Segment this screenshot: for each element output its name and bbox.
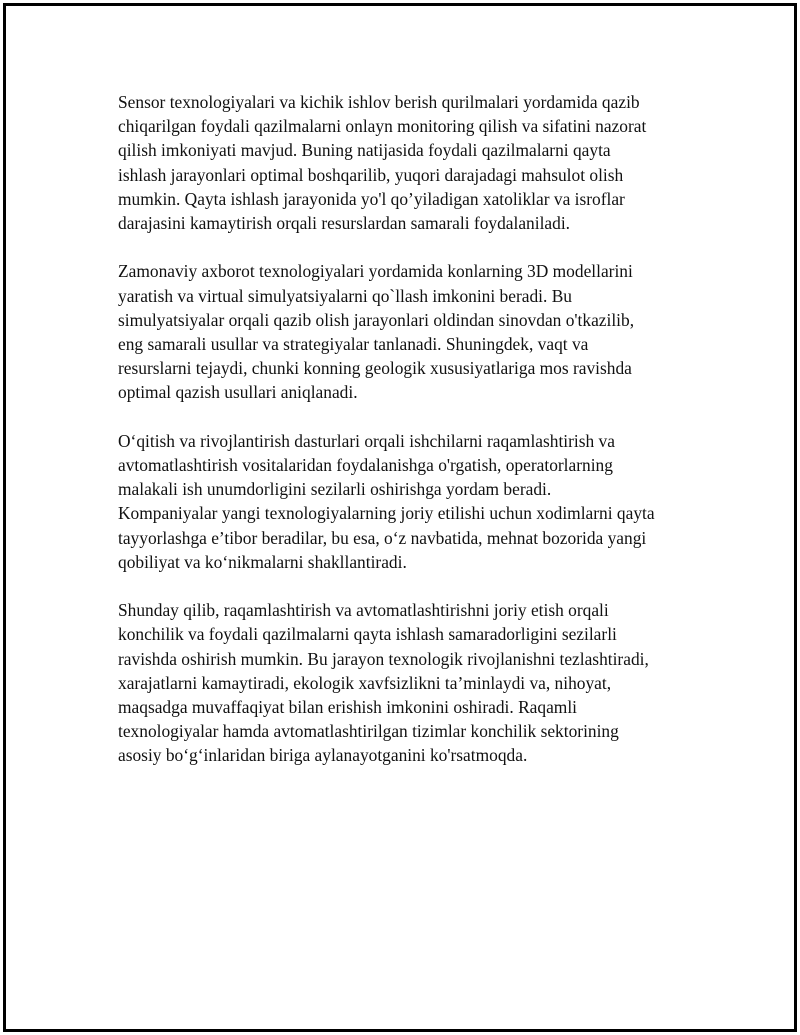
document-body: [118, 90, 698, 792]
paragraph-1: Sensor texnologiyalari va kichik ishlov berish qurilmalari yordamida qazib chiqarilgan foydali qazilmalarni onlayn monitoring qilish va sifatini nazorat qilish imkoniyati mavjud. Buning natijasida foydali qazilmalarni qayta ishlash jarayonlari optimal boshqarilib, yuqori darajadagi mahsulot olish mumkin. Qayta ishlash jarayonida yo'l qo’yiladigan xatoliklar va isroflar darajasini kamaytirish orqali resurslardan samarali foydalaniladi.: [118, 92, 647, 234]
paragraph-3: O‘qitish va rivojlantirish dasturlari orqali ishchilarni raqamlashtirish va avtomatlashtirish vositalaridan foydalanishga o'rgatish, operatorlarning malakali ish unumdorligini sezilarli oshirishga yordam beradi. Kompaniyalar yangi texnologiyalarning joriy etilishi uchun xodimlarni qayta tayyorlashga e’tibor beradilar, bu esa, o‘z navbatida, mehnat bozorida yangi qobiliyat va ko‘nikmalarni shakllantiradi.: [118, 430, 655, 572]
paragraph-4: Shunday qilib, raqamlashtirish va avtomatlashtirishni joriy etish orqali konchilik va foydali qazilmalarni qayta ishlash samaradorligini sezilarli ravishda oshirish mumkin. Bu jarayon texnologik rivojlanishni tezlashtiradi, xarajatlarni kamaytiradi, ekologik xavfsizlikni ta’minlaydi va, nihoyat, maqsadga muvaffaqiyat bilan erishish imkonini oshiradi. Raqamli texnologiyalar hamda avtomatlashtirilgan tizimlar konchilik sektorining asosiy bo‘g‘inlaridan biriga aylanayotganini ko'rsatmoqda.: [118, 600, 649, 766]
paragraph-2: Zamonaviy axborot texnologiyalari yordamida konlarning 3D modellarini yaratish va virtual simulyatsiyalarni qo`llash imkonini beradi. Bu simulyatsiyalar orqali qazib olish jarayonlari oldindan sinovdan o'tkazilib, eng samarali usullar va strategiyalar tanlanadi. Shuningdek, vaqt va resurslarni tejaydi, chunki konning geologik xususiyatlariga mos ravishda optimal qazish usullari aniqlanadi.: [118, 261, 635, 403]
